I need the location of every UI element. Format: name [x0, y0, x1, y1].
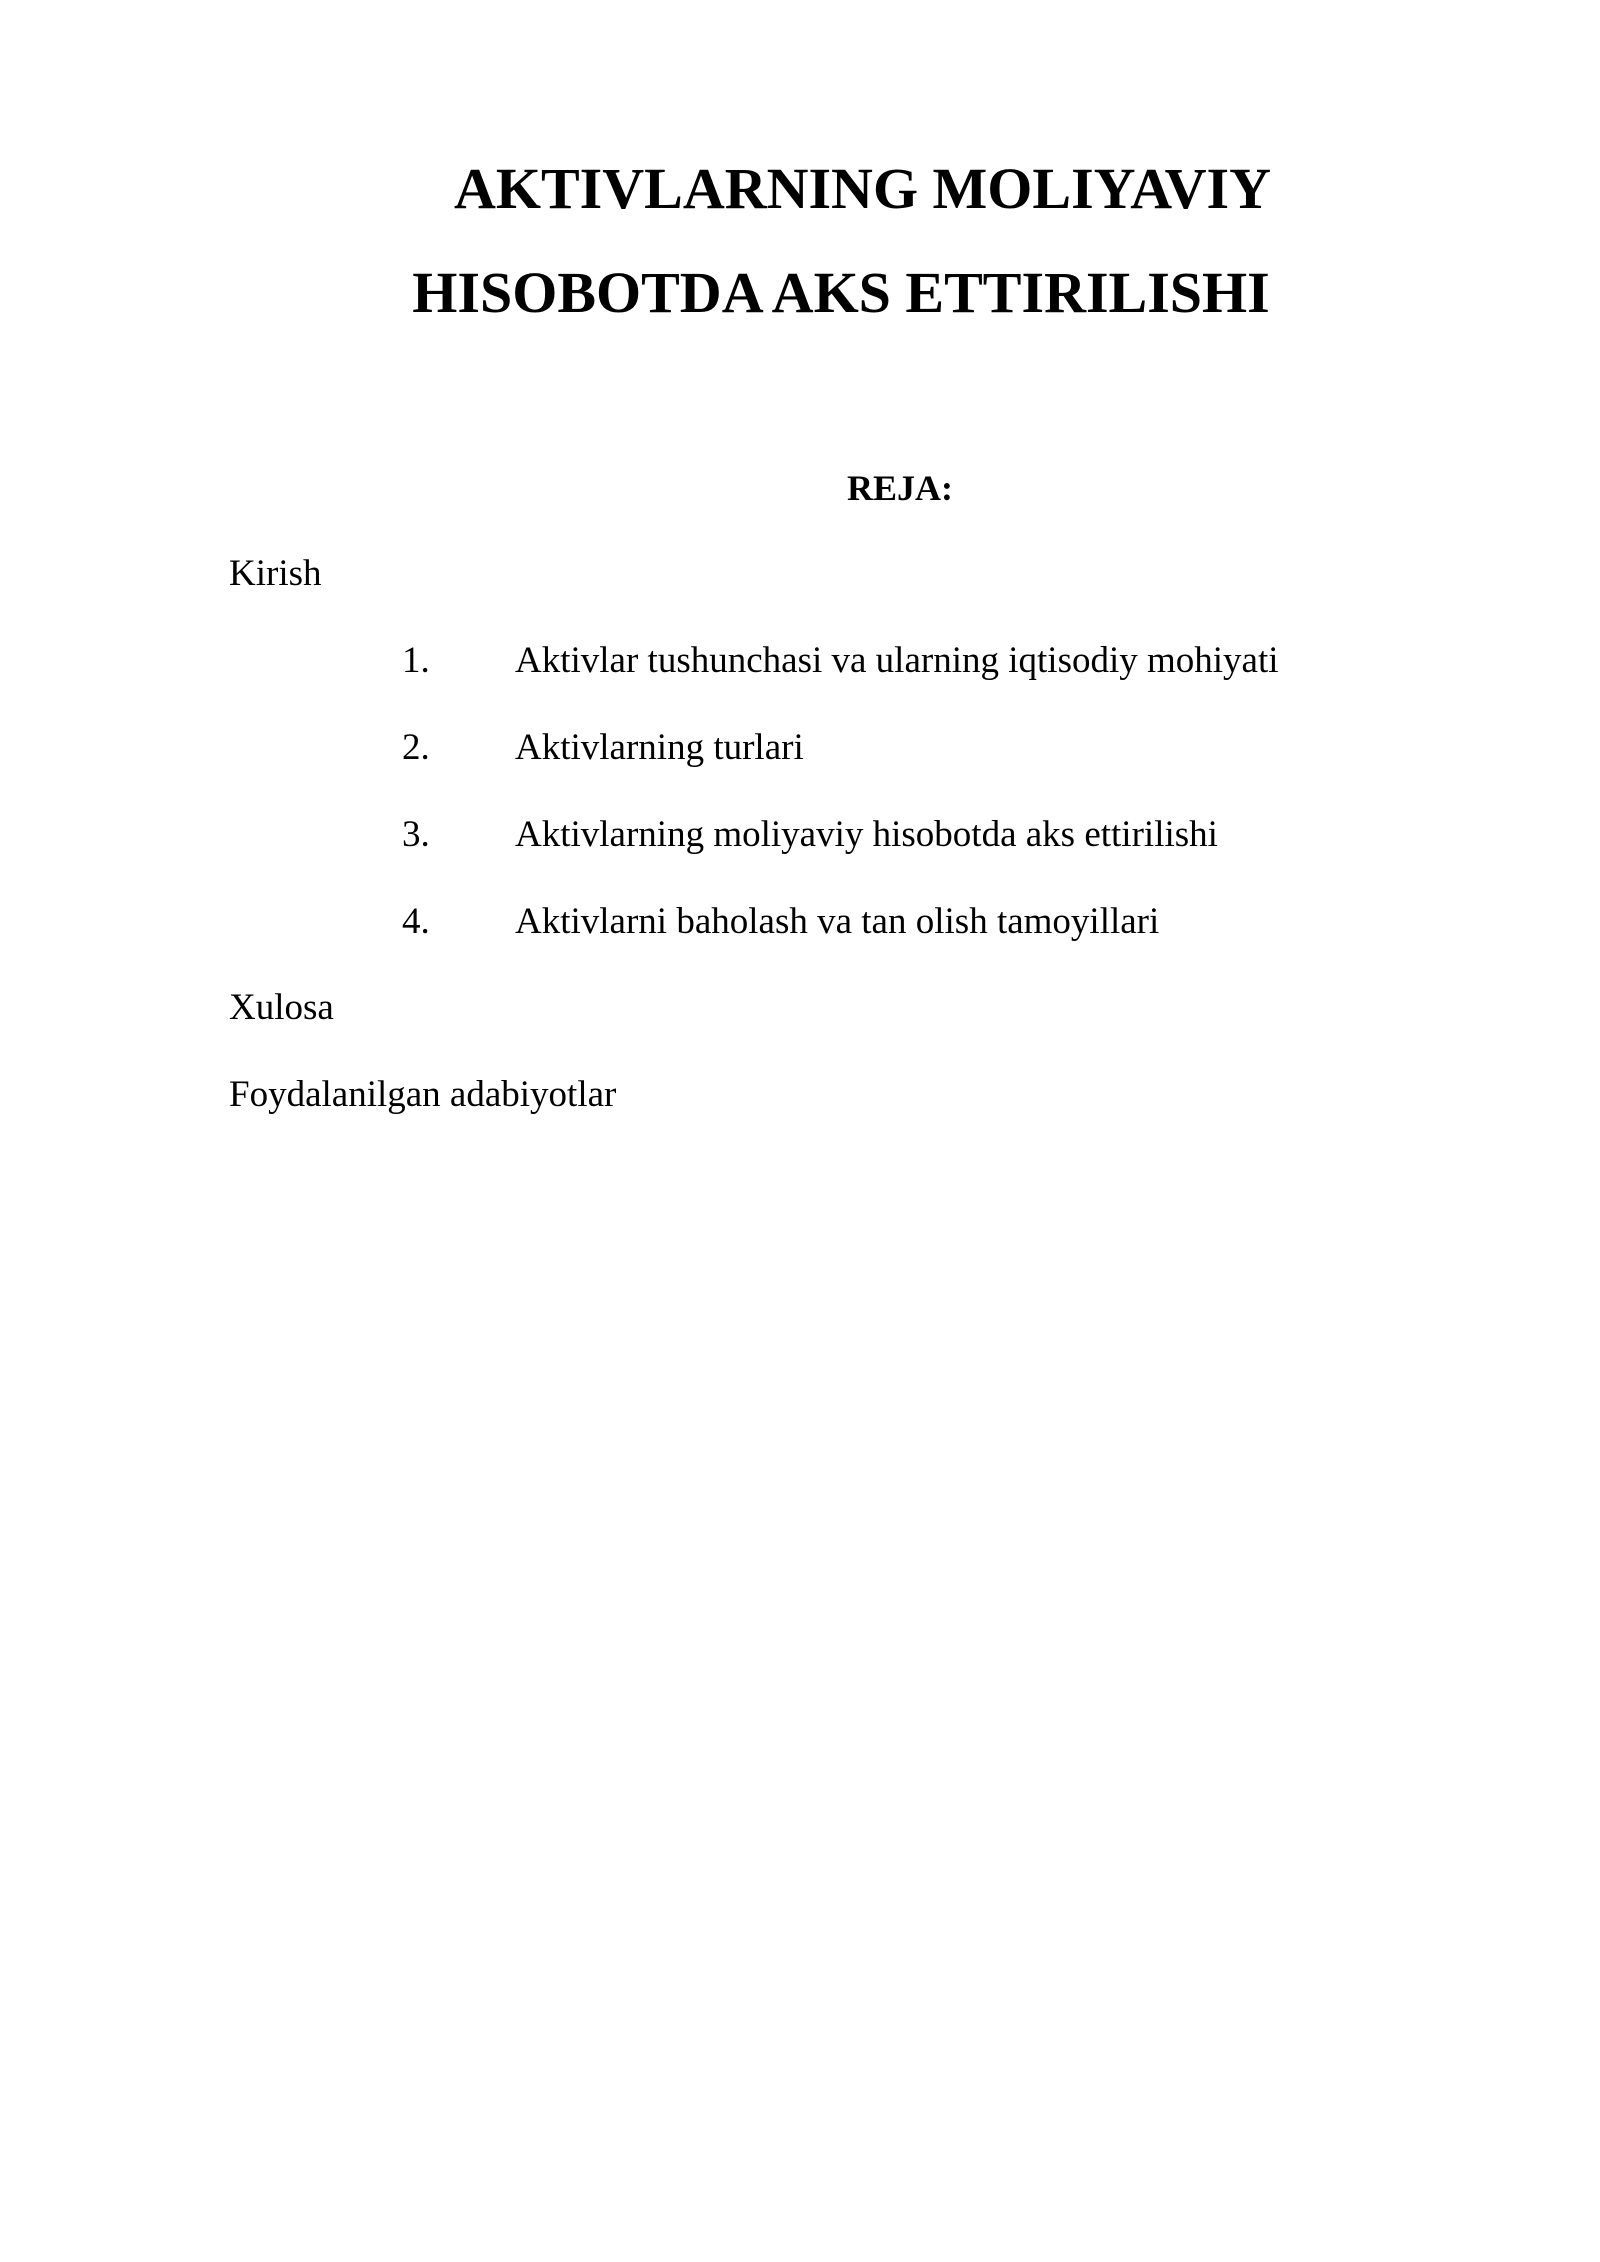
plan-item-text: Aktivlarni baholash va tan olish tamoyillari	[515, 901, 1160, 942]
document-title-line-1: AKTIVLARNING MOLIYAVIY	[454, 156, 1271, 221]
plan-item-number: 2.	[402, 727, 430, 768]
plan-intro: Kirish	[229, 553, 322, 594]
document-title-line-2: HISOBOTDA AKS ETTIRILISHI	[412, 260, 1270, 325]
plan-item-number: 1.	[402, 640, 430, 681]
plan-item-number: 4.	[402, 901, 430, 942]
plan-item-text: Aktivlarning turlari	[515, 727, 804, 768]
plan-item-text: Aktivlarning moliyaviy hisobotda aks ettirilishi	[515, 814, 1218, 855]
plan-item-text: Aktivlar tushunchasi va ularning iqtisodiy mohiyati	[515, 640, 1279, 681]
plan-item-number: 3.	[402, 814, 430, 855]
plan-conclusion: Xulosa	[229, 987, 334, 1028]
plan-heading: REJA:	[847, 468, 953, 508]
plan-references: Foydalanilgan adabiyotlar	[229, 1074, 617, 1115]
